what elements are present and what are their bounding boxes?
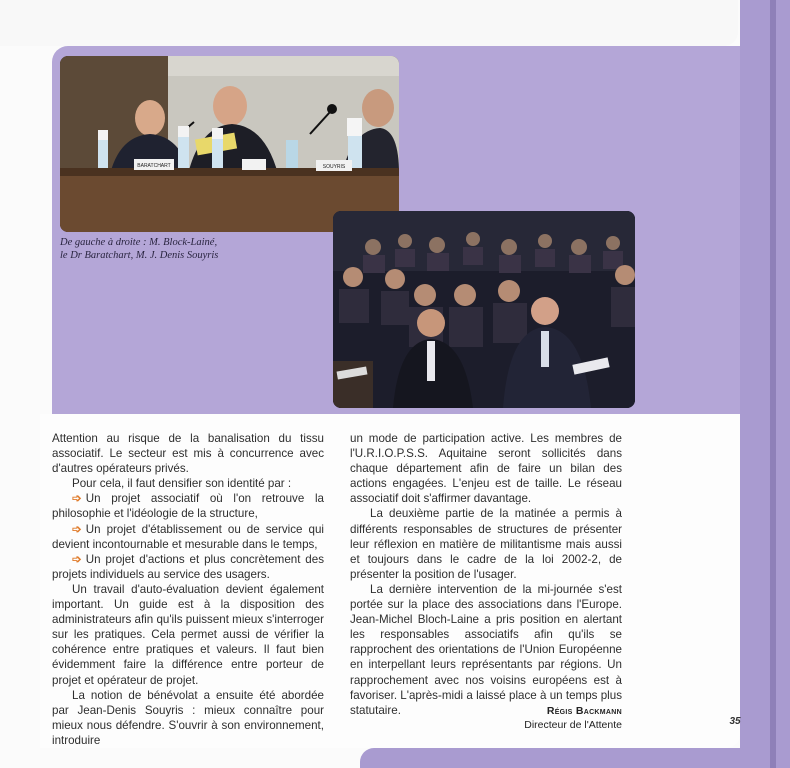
photo-speakers-panel	[60, 56, 399, 232]
caption-line-1: De gauche à droite : M. Block-Lainé,	[60, 237, 218, 248]
bullet-text: Un projet d'actions et plus concrètement des projets individuels au service des usagers.	[52, 552, 324, 581]
spine-edge	[770, 0, 776, 768]
bullet-text: Un projet associatif où l'on retrouve la philosophie et l'idéologie de la structure,	[52, 492, 324, 521]
caption-line-2: le Dr Baratchart, M. J. Denis Souyris	[60, 250, 219, 261]
photo-audience-panel	[333, 211, 635, 408]
article-left-column	[52, 431, 324, 748]
orange-arrow-icon: ➩	[72, 522, 82, 536]
audience-photo-illustration	[333, 211, 635, 408]
orange-arrow-icon: ➩	[72, 552, 82, 566]
bottom-purple-band	[360, 748, 770, 768]
nameplate-baratchart: BARATCHART	[137, 163, 171, 169]
bullet-item	[52, 491, 324, 521]
author-name: Régis Backmann	[546, 705, 622, 717]
bullet-item	[52, 522, 324, 552]
bullet-item	[52, 552, 324, 582]
paragraph: Attention au risque de la banalisation du tissu associatif. Le secteur est mis à concurrence avec d'autres opérateurs privés.	[52, 432, 324, 476]
article-right-column	[350, 431, 622, 718]
bullet-text: Un projet d'établissement ou de service qui devient incontournable et mesurable dans le temps,	[52, 522, 324, 551]
top-white-block	[0, 0, 738, 46]
orange-arrow-icon: ➩	[72, 492, 82, 506]
paragraph: La dernière intervention de la mi-journée s'est portée sur la place des associations dans l'Europe. Jean-Michel Bloch-Laine a pris position en alertant les responsables associatifs afin qu'ils se rapprochent des orientations de l'Union Européenne en interpellant leurs représentants par régions. Un rapprochement avec nos voisins européens est à favoriser. L'après-midi a laissé place à un temps plus statutaire.	[350, 582, 622, 717]
paragraph: Pour cela, il faut densifier son identité par :	[72, 477, 292, 491]
speakers-photo-illustration	[60, 56, 399, 232]
page-spine	[740, 0, 790, 768]
paragraph: un mode de participation active. Les membres de l'U.R.I.O.P.S.S. Aquitaine seront sollicités dans chaque département afin de faire un bilan des actions engagées. L'enjeu est de taille. Le réseau associatif doit s'affirmer davantage.	[350, 432, 622, 506]
nameplate-souyris: SOUYRIS	[322, 164, 346, 170]
paragraph: La deuxième partie de la matinée a permis à différents responsables de structures de présenter leur réflexion en matière de militantisme mais aussi et toujours dans le cadre de la loi 2002-2, de présenter la position de l'usager.	[350, 507, 622, 581]
author-title: Directeur de l'Attente	[524, 719, 622, 731]
paragraph: Un travail d'auto-évaluation devient également important. Un guide est à la disposition des administrateurs afin qu'ils puissent mieux s'interroger sur les pratiques. Cela permet aussi de vérifier la cohérence entre pratiques et valeurs. Il faut bien évidemment faire la différence entre porteur de projet et opérateur de projet.	[52, 582, 324, 687]
page-number: 35	[729, 716, 741, 727]
photo-caption	[60, 236, 330, 262]
signature-block	[490, 704, 622, 732]
paragraph: La notion de bénévolat a ensuite été abordée par Jean-Denis Souyris : mieux connaître pour mieux nous défendre. S'ouvrir à son environnement, introduire	[52, 688, 324, 747]
